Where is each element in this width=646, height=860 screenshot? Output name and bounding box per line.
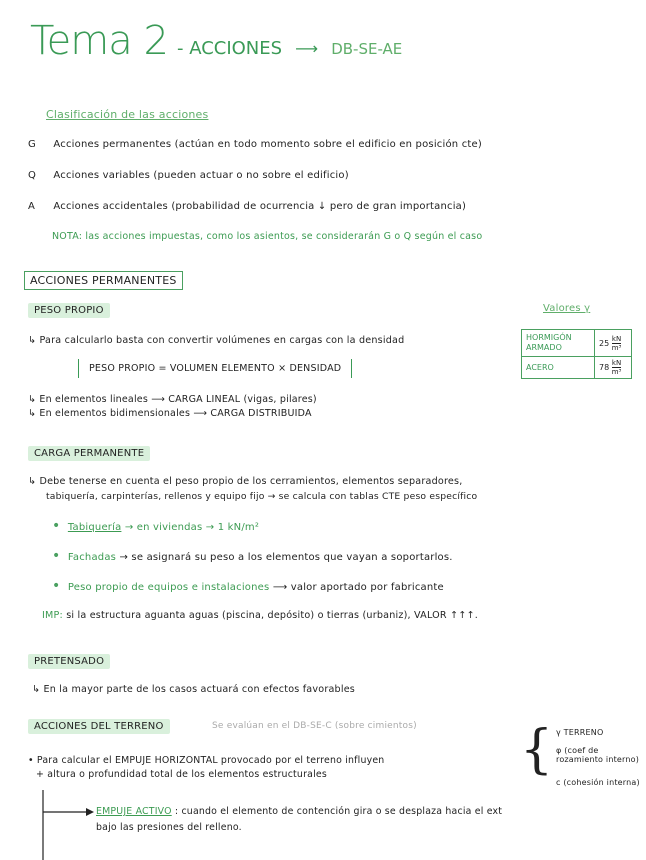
action-letter: A [28, 201, 36, 212]
terreno-line2: + altura o profundidad total de los elementos estructurales [36, 769, 327, 780]
action-text: Acciones variables (pueden actuar o no sobre el edificio) [53, 170, 349, 181]
pretensado-line: ↳ En la mayor parte de los casos actuará con efectos favorables [32, 684, 356, 695]
brace-item: φ (coef de rozamiento interno) [556, 746, 640, 764]
empuje-activo [96, 806, 502, 817]
title-big: Tema 2 [30, 18, 168, 64]
brace-item: γ TERRENO [556, 728, 604, 737]
valores-table [521, 329, 632, 379]
list-item [28, 201, 466, 212]
pretensado-heading: PRETENSADO [28, 654, 110, 669]
bullet-icon: • [52, 548, 61, 564]
clasificacion-heading: Clasificación de las acciones [46, 108, 209, 121]
material-cell: HORMIGÓN ARMADO [522, 330, 595, 357]
peso-propio-line2: ↳ En elementos lineales ⟶ CARGA LINEAL (vigas, pilares) [28, 394, 317, 405]
empuje-key: EMPUJE ACTIVO [96, 806, 172, 817]
formula-box [78, 359, 352, 378]
bullet-key: Peso propio de equipos e instalaciones [67, 582, 270, 593]
table-row [522, 330, 632, 357]
connector-arrow-icon [40, 790, 100, 860]
carga-line2: tabiquería, carpinterías, rellenos y equipo fijo → se calcula con tablas CTE peso específico [46, 491, 478, 502]
value-cell: 25 $\frac{kN}{\text{m³}}$ [595, 330, 632, 357]
value-cell: 78 $\frac{kN}{\text{m³}}$ [595, 357, 632, 379]
material-cell: ACERO [522, 357, 595, 379]
title-ref: DB-SE-AE [331, 40, 403, 58]
carga-line1: ↳ Debe tenerse en cuenta el peso propio de los cerramientos, elementos separadores, [28, 476, 463, 487]
valores-heading: Valores γ [543, 303, 591, 314]
terreno-line1: • Para calcular el EMPUJE HORIZONTAL provocado por el terreno influyen [28, 755, 385, 766]
imp-label: IMP: [42, 610, 63, 621]
arrow-icon: ⟶ [295, 39, 319, 58]
list-item [28, 170, 349, 181]
bullet-key: Fachadas [67, 552, 117, 563]
peso-propio-line1: ↳ Para calcularlo basta con convertir volúmenes en cargas con la densidad [28, 335, 405, 346]
connector-head [86, 808, 94, 816]
list-item [52, 548, 453, 564]
brace-item: c (cohesión interna) [556, 778, 640, 787]
section-heading-permanentes: ACCIONES PERMANENTES [24, 271, 183, 290]
bullet-rest: ⟶ valor aportado por fabricante [272, 582, 444, 593]
list-item [28, 139, 482, 150]
imp-note [42, 610, 478, 621]
bullet-rest: → en viviendas → 1 kN/m² [124, 522, 260, 533]
action-text: Acciones accidentales (probabilidad de ocurrencia ↓ pero de gran importancia) [53, 201, 467, 212]
terreno-note: Se evalúan en el DB-SE-C (sobre cimientos) [212, 721, 417, 731]
terreno-heading: ACCIONES DEL TERRENO [28, 719, 170, 734]
list-item [52, 518, 259, 534]
formula-text: PESO PROPIO = VOLUMEN ELEMENTO × DENSIDAD [89, 363, 342, 374]
bullet-rest: → se asignará su peso a los elementos que vayan a soportarlos. [119, 552, 453, 563]
action-letter: Q [28, 170, 37, 181]
empuje-text-2: bajo las presiones del relleno. [96, 822, 242, 833]
list-item [52, 578, 444, 594]
carga-permanente-heading: CARGA PERMANENTE [28, 446, 150, 461]
empuje-text: : cuando el elemento de contención gira o se desplaza hacia el ext [174, 806, 503, 817]
imp-text: si la estructura aguanta aguas (piscina, depósito) o tierras (urbaniz), VALOR ↑↑↑. [66, 610, 478, 621]
table-row [522, 357, 632, 379]
action-letter: G [28, 139, 36, 150]
title-sub: - ACCIONES [176, 38, 283, 59]
action-text: Acciones permanentes (actúan en todo momento sobre el edificio en posición cte) [53, 139, 482, 150]
bullet-key: Tabiquería [67, 522, 122, 533]
peso-propio-line3: ↳ En elementos bidimensionales ⟶ CARGA DISTRIBUIDA [28, 408, 312, 419]
peso-propio-heading: PESO PROPIO [28, 303, 110, 318]
brace-icon: { [520, 720, 554, 780]
bullet-icon: • [52, 518, 61, 534]
page-title [30, 18, 402, 78]
bullet-icon: • [52, 578, 61, 594]
nota: NOTA: las acciones impuestas, como los asientos, se considerarán G o Q según el caso [52, 231, 483, 242]
